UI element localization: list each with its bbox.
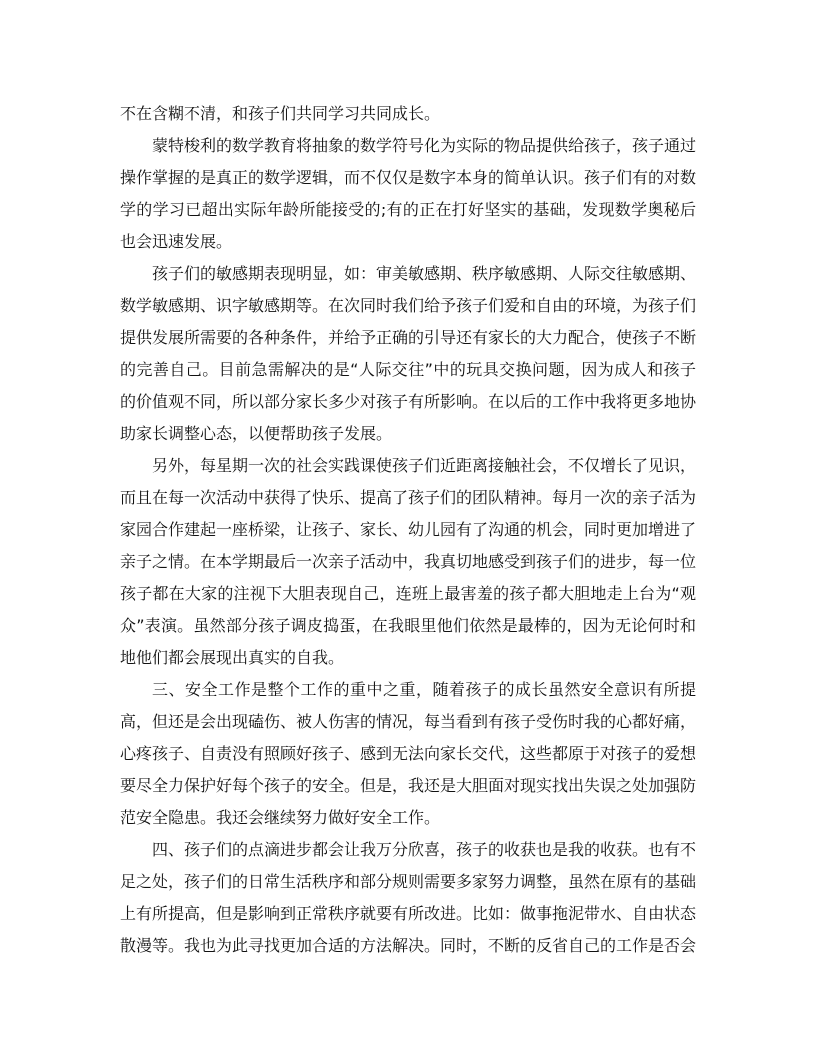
paragraph-safety-work: 三、安全工作是整个工作的重中之重，随着孩子的成长虽然安全意识有所提高，但还是会出现磕伤、被人伤害的情况，每当看到有孩子受伤时我的心都好痛，心疼孩子、自责没有照顾好孩子、感到无法向家长交代，这些都原于对孩子的爱想要尽全力保护好每个孩子的安全。但是，我还是大胆面对现实找出失误之处加强防范安全隐患。我还会继续努力做好安全工作。 bbox=[120, 680, 697, 827]
paragraph-social-practice: 另外，每星期一次的社会实践课使孩子们近距离接触社会，不仅增长了见识，而且在每一次活动中获得了快乐、提高了孩子们的团队精神。每月一次的亲子活为家园合作建起一座桥梁，让孩子、家长、幼儿园有了沟通的机会，同时更加增进了亲子之情。在本学期最后一次亲子活动中，我真切地感受到孩子们的进步，每一位孩子都在大家的注视下大胆表现自己，连班上最害羞的孩子都大胆地走上台为“观众”表演。虽然部分孩子调皮捣蛋，在我眼里他们依然是最棒的，因为无论何时和地他们都会展现出真实的自我。 bbox=[120, 456, 697, 667]
paragraph-progress-shortcomings: 四、孩子们的点滴进步都会让我万分欣喜，孩子的收获也是我的收获。也有不足之处，孩子们的日常生活秩序和部分规则需要多家努力调整，虽然在原有的基础上有所提高，但是影响到正常秩序就要有所改进。比如：做事拖泥带水、自由状态散漫等。我也为此寻找更加合适的方法解决。同时，不断的反省自己的工作是否会 bbox=[120, 840, 697, 955]
paragraph-sensitive-periods: 孩子们的敏感期表现明显，如：审美敏感期、秩序敏感期、人际交往敏感期、数学敏感期、识字敏感期等。在次同时我们给予孩子们爱和自由的环境，为孩子们提供发展所需要的各种条件，并给予正确的引导还有家长的大力配合，使孩子不断的完善自己。目前急需解决的是“人际交往”中的玩具交换问题，因为成人和孩子的价值观不同，所以部分家长多少对孩子有所影响。在以后的工作中我将更多地协助家长调整心态，以便帮助孩子发展。 bbox=[120, 264, 697, 443]
paragraph-continuation: 不在含糊不清，和孩子们共同学习共同成长。 bbox=[120, 104, 441, 123]
paragraph-math-education: 蒙特梭利的数学教育将抽象的数学符号化为实际的物品提供给孩子，孩子通过操作掌握的是真正的数学逻辑，而不仅仅是数字本身的简单认识。孩子们有的对数学的学习已超出实际年龄所能接受的;有的正在打好坚实的基础，发现数学奥秘后也会迅速发展。 bbox=[120, 136, 697, 251]
document-body bbox=[120, 98, 696, 962]
